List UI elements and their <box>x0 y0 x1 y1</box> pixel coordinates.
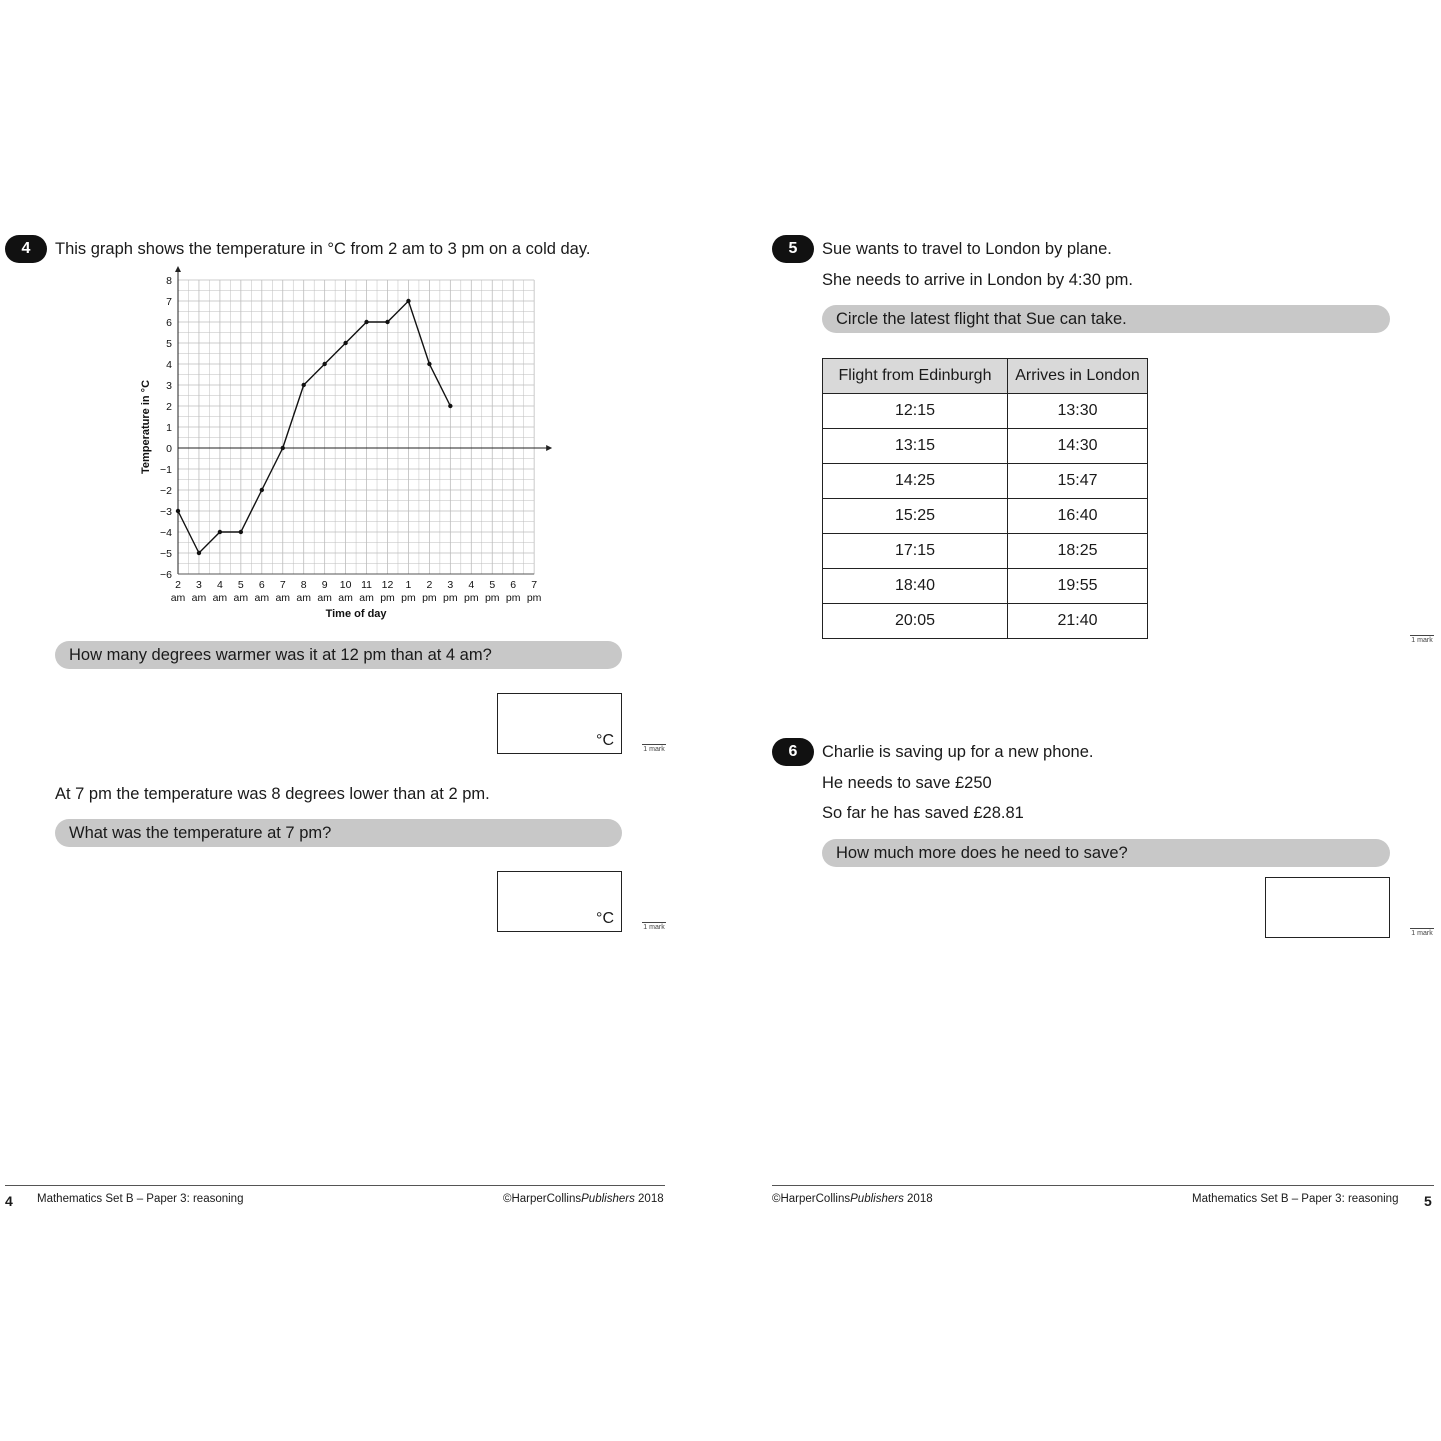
data-point <box>364 320 368 324</box>
data-point <box>322 362 326 366</box>
question-prompt: How much more does he need to save? <box>822 839 1390 867</box>
table-cell[interactable]: 18:40 <box>823 569 1008 604</box>
question-prompt-b: What was the temperature at 7 pm? <box>55 819 622 847</box>
question-number-badge <box>772 235 814 263</box>
data-point <box>176 509 180 513</box>
table-row[interactable] <box>823 569 1148 604</box>
y-tick-label: 1 <box>166 422 172 434</box>
x-tick-period-label: am <box>233 592 249 604</box>
x-tick-label: 4 <box>468 579 475 591</box>
y-tick-label: −6 <box>160 569 172 581</box>
table-row[interactable] <box>823 604 1148 639</box>
x-axis-title: Time of day <box>325 608 387 620</box>
table-cell: 14:30 <box>1008 429 1148 464</box>
question-line-1: Sue wants to travel to London by plane. <box>822 240 1112 258</box>
page-number: 5 <box>1424 1193 1432 1209</box>
table-cell[interactable]: 14:25 <box>823 464 1008 499</box>
y-tick-label: 5 <box>166 338 172 350</box>
table-row[interactable] <box>823 464 1148 499</box>
answer-box-a[interactable] <box>497 693 622 754</box>
footer-title: Mathematics Set B – Paper 3: reasoning <box>37 1193 244 1205</box>
table-row[interactable] <box>823 394 1148 429</box>
question-number: 5 <box>788 240 798 257</box>
table-cell[interactable]: 17:15 <box>823 534 1008 569</box>
data-point <box>406 299 410 303</box>
mark-label: 1 mark <box>1411 930 1433 937</box>
data-point <box>343 341 347 345</box>
data-point <box>218 530 222 534</box>
x-tick-period-label: am <box>212 592 228 604</box>
y-tick-label: −1 <box>160 464 172 476</box>
x-tick-label: 5 <box>489 579 496 591</box>
mark-label-a: 1 mark <box>643 746 665 753</box>
x-tick-period-label: pm <box>526 592 542 604</box>
y-tick-label: −3 <box>160 506 172 518</box>
x-tick-label: 1 <box>405 579 412 591</box>
data-point <box>448 404 452 408</box>
x-tick-label: 10 <box>339 579 352 591</box>
data-point <box>302 383 306 387</box>
temperature-line-graph <box>130 262 560 624</box>
question-intro: This graph shows the temperature in °C from 2 am to 3 pm on a cold day. <box>55 240 591 258</box>
question-line-2: She needs to arrive in London by 4:30 pm. <box>822 271 1133 289</box>
data-point <box>197 551 201 555</box>
data-point <box>427 362 431 366</box>
x-tick-label: 8 <box>300 579 307 591</box>
y-tick-label: 8 <box>166 275 172 287</box>
x-tick-period-label: pm <box>484 592 500 604</box>
question-line-1: Charlie is saving up for a new phone. <box>822 743 1094 761</box>
y-axis-title: Temperature in °C <box>140 379 152 475</box>
x-tick-label: 12 <box>381 579 394 591</box>
x-tick-label: 2 <box>175 579 181 591</box>
x-tick-label: 11 <box>361 579 373 591</box>
footer-title: Mathematics Set B – Paper 3: reasoning <box>1192 1193 1399 1205</box>
table-row[interactable] <box>823 499 1148 534</box>
answer-box[interactable] <box>1265 877 1390 938</box>
y-axis-arrow <box>175 266 181 272</box>
table-cell: 21:40 <box>1008 604 1148 639</box>
page-number: 4 <box>5 1193 13 1209</box>
question-statement-b: At 7 pm the temperature was 8 degrees lower than at 2 pm. <box>55 785 490 803</box>
table-cell[interactable]: 20:05 <box>823 604 1008 639</box>
data-point <box>385 320 389 324</box>
x-tick-period-label: pm <box>422 592 437 604</box>
question-line-2: He needs to save £250 <box>822 774 992 792</box>
column-header: Arrives in London <box>1008 359 1148 394</box>
footer-copyright: ©HarperCollinsPublishers 2018 <box>772 1193 933 1205</box>
chart-axes <box>175 266 552 574</box>
table-row[interactable] <box>823 429 1148 464</box>
table-cell: 19:55 <box>1008 569 1148 604</box>
x-tick-label: 2 <box>426 579 433 591</box>
table-cell: 16:40 <box>1008 499 1148 534</box>
x-tick-period-label: am <box>317 592 332 604</box>
x-tick-period-label: pm <box>443 592 458 604</box>
x-tick-period-label: am <box>254 592 270 604</box>
x-axis-arrow <box>546 445 552 451</box>
table-header-row <box>823 359 1148 394</box>
question-number: 4 <box>21 240 31 257</box>
x-tick-label: 3 <box>447 579 454 591</box>
question-number-badge <box>772 738 814 766</box>
data-point <box>239 530 243 534</box>
mark-label-b: 1 mark <box>643 924 665 931</box>
y-tick-label: 0 <box>166 443 172 455</box>
footer-divider <box>772 1185 1434 1186</box>
x-tick-period-label: am <box>191 592 207 604</box>
x-tick-period-label: am <box>338 592 353 604</box>
x-tick-label: 5 <box>237 579 244 591</box>
answer-unit-a: °C <box>596 732 614 749</box>
y-tick-label: 6 <box>166 317 172 329</box>
question-prompt: Circle the latest flight that Sue can take. <box>822 305 1390 333</box>
question-number: 6 <box>788 743 798 760</box>
y-tick-label: −2 <box>160 485 172 497</box>
y-tick-label: 2 <box>166 401 172 413</box>
x-tick-period-label: pm <box>380 592 395 604</box>
y-tick-label: 7 <box>166 296 172 308</box>
footer-divider <box>5 1185 665 1186</box>
footer-copyright: ©HarperCollinsPublishers 2018 <box>503 1193 664 1205</box>
table-cell[interactable]: 15:25 <box>823 499 1008 534</box>
table-row[interactable] <box>823 534 1148 569</box>
question-prompt-a: How many degrees warmer was it at 12 pm than at 4 am? <box>55 641 622 669</box>
table-cell[interactable]: 12:15 <box>823 394 1008 429</box>
data-point <box>260 488 264 492</box>
x-tick-period-label: pm <box>505 592 521 604</box>
y-tick-label: −4 <box>160 527 172 539</box>
table-cell: 13:30 <box>1008 394 1148 429</box>
answer-unit-b: °C <box>596 910 614 927</box>
data-point <box>281 446 285 450</box>
x-tick-label: 4 <box>216 579 223 591</box>
x-tick-label: 6 <box>258 579 265 591</box>
x-tick-period-label: am <box>170 592 186 604</box>
x-tick-label: 3 <box>196 579 202 591</box>
question-line-3: So far he has saved £28.81 <box>822 804 1024 822</box>
y-tick-label: 4 <box>166 359 172 371</box>
x-tick-period-label: am <box>359 592 374 604</box>
answer-box-b[interactable] <box>497 871 622 932</box>
x-tick-label: 6 <box>510 579 517 591</box>
x-tick-period-label: am <box>296 592 311 604</box>
table-cell: 18:25 <box>1008 534 1148 569</box>
x-tick-label: 9 <box>321 579 328 591</box>
x-tick-period-label: am <box>275 592 291 604</box>
y-tick-label: −5 <box>160 548 172 560</box>
question-number-badge <box>5 235 47 263</box>
chart-grid <box>178 280 534 574</box>
x-tick-label: 7 <box>279 579 286 591</box>
y-tick-label: 3 <box>166 380 172 392</box>
x-tick-period-label: pm <box>401 592 416 604</box>
table-cell: 15:47 <box>1008 464 1148 499</box>
table-cell[interactable]: 13:15 <box>823 429 1008 464</box>
x-tick-label: 7 <box>531 579 538 591</box>
flight-table <box>822 358 1148 639</box>
x-tick-period-label: pm <box>464 592 479 604</box>
mark-label: 1 mark <box>1411 637 1433 644</box>
column-header: Flight from Edinburgh <box>823 359 1008 394</box>
